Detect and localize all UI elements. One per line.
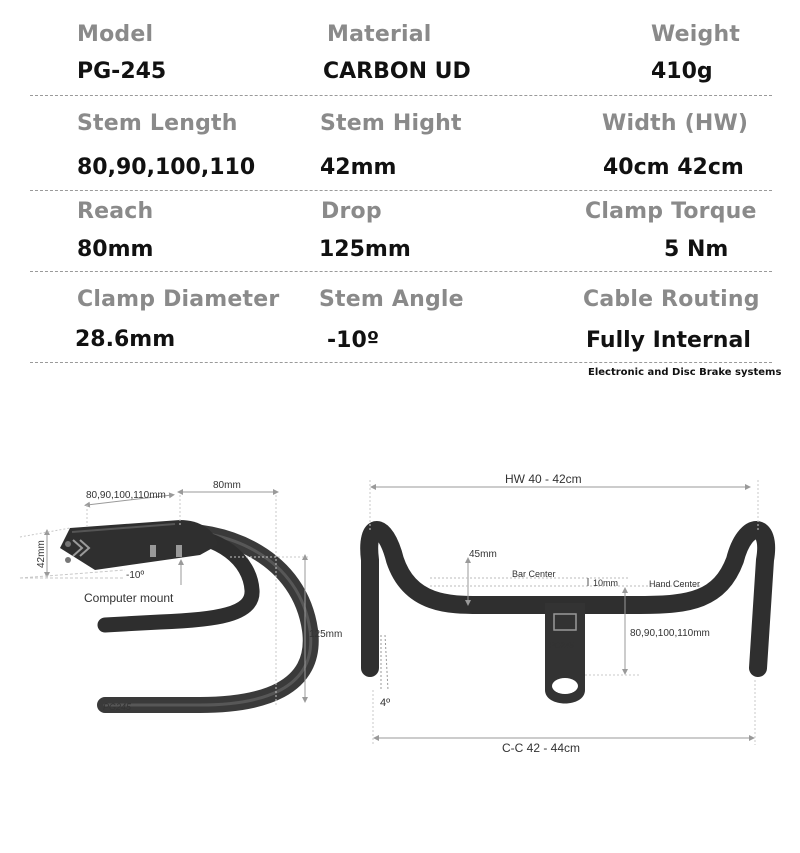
side-stem-height: 42mm xyxy=(36,540,47,568)
spec-label-material: Material xyxy=(327,22,432,47)
front-rise: 45mm xyxy=(469,549,497,560)
spec-value-clamp-torque: 5 Nm xyxy=(664,237,729,262)
spec-value-width: 40cm 42cm xyxy=(603,155,744,180)
spec-label-cable-routing: Cable Routing xyxy=(583,287,760,312)
front-stem-lengths: 80,90,100,110mm xyxy=(630,628,710,639)
front-view-diagram xyxy=(369,472,766,755)
spec-value-stem-height: 42mm xyxy=(320,155,397,180)
spec-value-model: PG-245 xyxy=(77,59,167,84)
side-logo: PG245 xyxy=(103,702,132,712)
bolt xyxy=(65,541,71,547)
spec-value-cable-routing: Fully Internal xyxy=(586,328,751,353)
spec-label-weight: Weight xyxy=(651,22,741,47)
side-stem-lengths: 80,90,100,110mm xyxy=(86,490,166,501)
front-cc: C-C 42 - 44cm xyxy=(502,741,581,755)
side-view-diagram xyxy=(20,480,342,712)
spec-value-reach: 80mm xyxy=(77,237,154,262)
side-reach: 80mm xyxy=(213,480,241,491)
spec-label-reach: Reach xyxy=(77,199,154,224)
bolt xyxy=(65,557,71,563)
spec-label-clamp-torque: Clamp Torque xyxy=(585,199,757,224)
spec-label-drop: Drop xyxy=(321,199,382,224)
front-hw: HW 40 - 42cm xyxy=(505,472,582,486)
computer-mount xyxy=(150,545,156,557)
spec-label-width: Width (HW) xyxy=(602,111,749,136)
side-drop: 125mm xyxy=(309,629,343,640)
spec-value-stem-angle: -10º xyxy=(327,328,380,353)
side-computer-mount: Computer mount xyxy=(84,591,174,605)
steerer-clamp xyxy=(552,678,578,694)
front-bar-center: Bar Center xyxy=(512,569,556,579)
front-logo: PG245 xyxy=(549,641,574,650)
front-offset: 10mm xyxy=(593,578,619,588)
front-flare: 4º xyxy=(380,697,391,709)
spec-label-stem-angle: Stem Angle xyxy=(319,287,464,312)
spec-value-stem-length: 80,90,100,110 xyxy=(77,155,256,180)
front-hand-center: Hand Center xyxy=(649,579,701,589)
spec-label-clamp-diameter: Clamp Diameter xyxy=(77,287,280,312)
spec-value-weight: 410g xyxy=(651,59,713,84)
spec-label-model: Model xyxy=(77,22,154,47)
side-angle: -10º xyxy=(126,570,145,581)
spec-value-drop: 125mm xyxy=(319,237,411,262)
spec-value-clamp-diameter: 28.6mm xyxy=(75,327,176,352)
spec-label-stem-length: Stem Length xyxy=(77,111,238,136)
spec-label-stem-height: Stem Hight xyxy=(320,111,462,136)
spec-value-material: CARBON UD xyxy=(323,59,471,84)
cable-routing-note: Electronic and Disc Brake systems xyxy=(588,367,782,378)
